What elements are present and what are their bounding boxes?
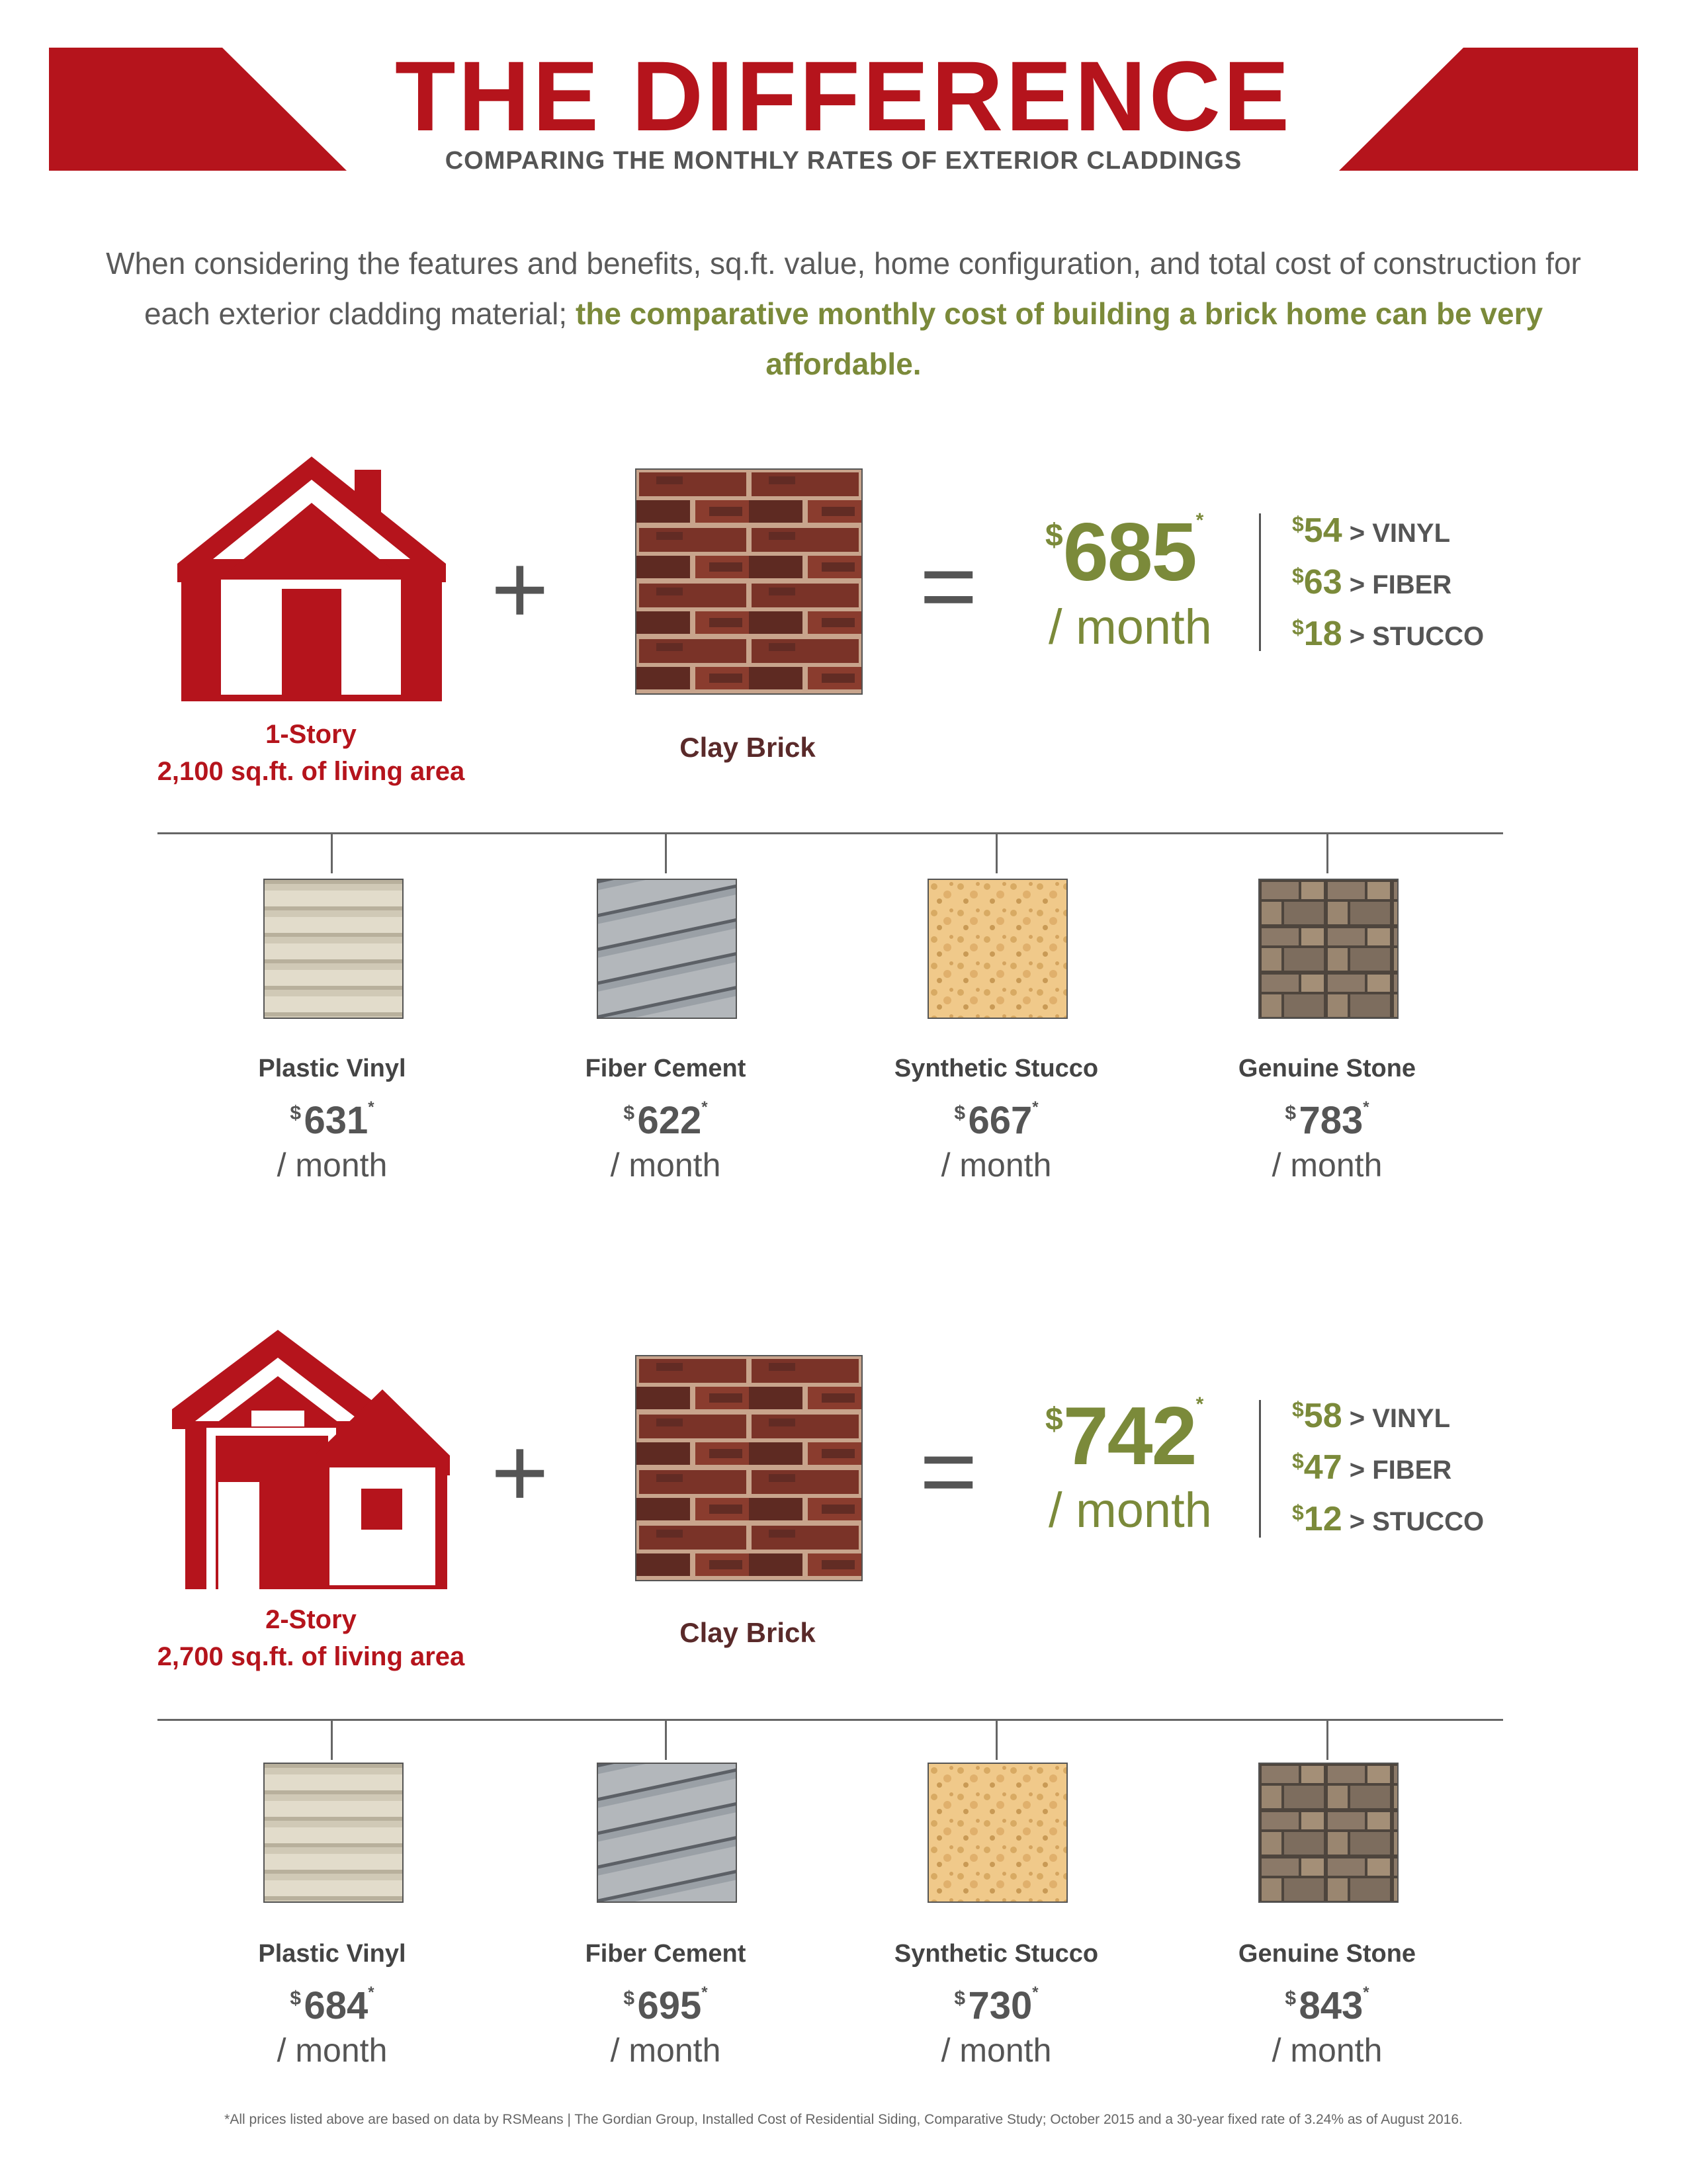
stucco-swatch bbox=[928, 1763, 1068, 1903]
brick-per-month: / month bbox=[1049, 1483, 1212, 1538]
material-price: $ 622* bbox=[623, 1098, 708, 1142]
clay-brick-swatch bbox=[635, 1355, 863, 1581]
diff-vinyl: $54 > VINYL bbox=[1292, 511, 1451, 550]
equals-sign: = bbox=[920, 1415, 978, 1526]
material-per-month: / month bbox=[941, 1147, 1052, 1184]
material-name: Synthetic Stucco bbox=[894, 1940, 1099, 1968]
price-divider bbox=[1259, 1400, 1261, 1538]
branch-line bbox=[157, 1719, 1503, 1721]
stucco-swatch bbox=[928, 879, 1068, 1019]
brick-monthly-price: $742* bbox=[1045, 1391, 1204, 1482]
material-name: Fiber Cement bbox=[585, 1940, 746, 1968]
branch-tick bbox=[996, 1720, 998, 1760]
material-price: $ 684* bbox=[290, 1984, 374, 2027]
material-price: $ 843* bbox=[1285, 1984, 1369, 2027]
branch-tick bbox=[331, 834, 333, 873]
branch-tick bbox=[996, 834, 998, 873]
material-name: Plastic Vinyl bbox=[258, 1055, 406, 1082]
branch-tick bbox=[665, 1720, 667, 1760]
house-area: 2,700 sq.ft. of living area bbox=[157, 1642, 465, 1671]
one-story-house-icon bbox=[177, 457, 446, 701]
branch-tick bbox=[665, 834, 667, 873]
brick-label: Clay Brick bbox=[679, 732, 816, 763]
fiber-cement-swatch bbox=[597, 879, 737, 1019]
material-price: $ 695* bbox=[623, 1984, 708, 2027]
equals-sign: = bbox=[920, 530, 978, 641]
material-price: $ 730* bbox=[954, 1984, 1039, 2027]
clay-brick-swatch bbox=[635, 468, 863, 695]
page-title: THE DIFFERENCE bbox=[394, 40, 1293, 152]
material-name: Plastic Vinyl bbox=[258, 1940, 406, 1968]
page-subtitle: COMPARING THE MONTHLY RATES OF EXTERIOR CLADDINGS bbox=[445, 147, 1242, 175]
branch-tick bbox=[1326, 834, 1328, 873]
intro-highlight: the comparative monthly cost of building a brick home can be very affordable. bbox=[575, 296, 1543, 381]
house-label bbox=[112, 716, 509, 790]
material-price: $ 667* bbox=[954, 1098, 1039, 1142]
material-price: $ 631* bbox=[290, 1098, 374, 1142]
material-per-month: / month bbox=[277, 1147, 388, 1184]
diff-stucco: $12 > STUCCO bbox=[1292, 1500, 1485, 1538]
brick-monthly-price: $685* bbox=[1045, 507, 1204, 598]
plus-sign: + bbox=[491, 1417, 549, 1528]
material-per-month: / month bbox=[277, 2032, 388, 2069]
material-name: Fiber Cement bbox=[585, 1055, 746, 1082]
brick-label: Clay Brick bbox=[679, 1617, 816, 1648]
footnote: *All prices listed above are based on data by RSMeans | The Gordian Group, Installed Cost of Residential Siding, Comparative Study; October 2015 and a 30-year fixed rate of 3.24% as of August 2016. bbox=[224, 2112, 1463, 2127]
diff-vinyl: $58 > VINYL bbox=[1292, 1397, 1451, 1435]
brick-per-month: / month bbox=[1049, 599, 1212, 654]
material-per-month: / month bbox=[1272, 2032, 1383, 2069]
house-area: 2,100 sq.ft. of living area bbox=[157, 757, 465, 786]
material-per-month: / month bbox=[941, 2032, 1052, 2069]
material-per-month: / month bbox=[610, 2032, 721, 2069]
price-divider bbox=[1259, 513, 1261, 651]
house-label bbox=[112, 1601, 509, 1675]
vinyl-swatch bbox=[263, 1763, 404, 1903]
material-price: $ 783* bbox=[1285, 1098, 1369, 1142]
house-type: 2-Story bbox=[265, 1605, 357, 1634]
material-name: Genuine Stone bbox=[1238, 1055, 1416, 1082]
diff-stucco: $18 > STUCCO bbox=[1292, 615, 1485, 653]
material-per-month: / month bbox=[1272, 1147, 1383, 1184]
intro-text: When considering the features and benefits, sq.ft. value, home configuration, and total cost of construction for each exterior cladding material; bbox=[106, 246, 1581, 331]
branch-tick bbox=[1326, 1720, 1328, 1760]
two-story-house-icon bbox=[172, 1330, 450, 1589]
branch-line bbox=[157, 832, 1503, 834]
material-name: Synthetic Stucco bbox=[894, 1055, 1099, 1082]
stone-swatch bbox=[1258, 1763, 1399, 1903]
diff-fiber: $63 > FIBER bbox=[1292, 563, 1452, 601]
branch-tick bbox=[331, 1720, 333, 1760]
fiber-cement-swatch bbox=[597, 1763, 737, 1903]
intro-paragraph bbox=[99, 238, 1588, 389]
house-type: 1-Story bbox=[265, 720, 357, 749]
material-per-month: / month bbox=[610, 1147, 721, 1184]
plus-sign: + bbox=[491, 533, 549, 644]
stone-swatch bbox=[1258, 879, 1399, 1019]
diff-fiber: $47 > FIBER bbox=[1292, 1448, 1452, 1487]
vinyl-swatch bbox=[263, 879, 404, 1019]
material-name: Genuine Stone bbox=[1238, 1940, 1416, 1968]
